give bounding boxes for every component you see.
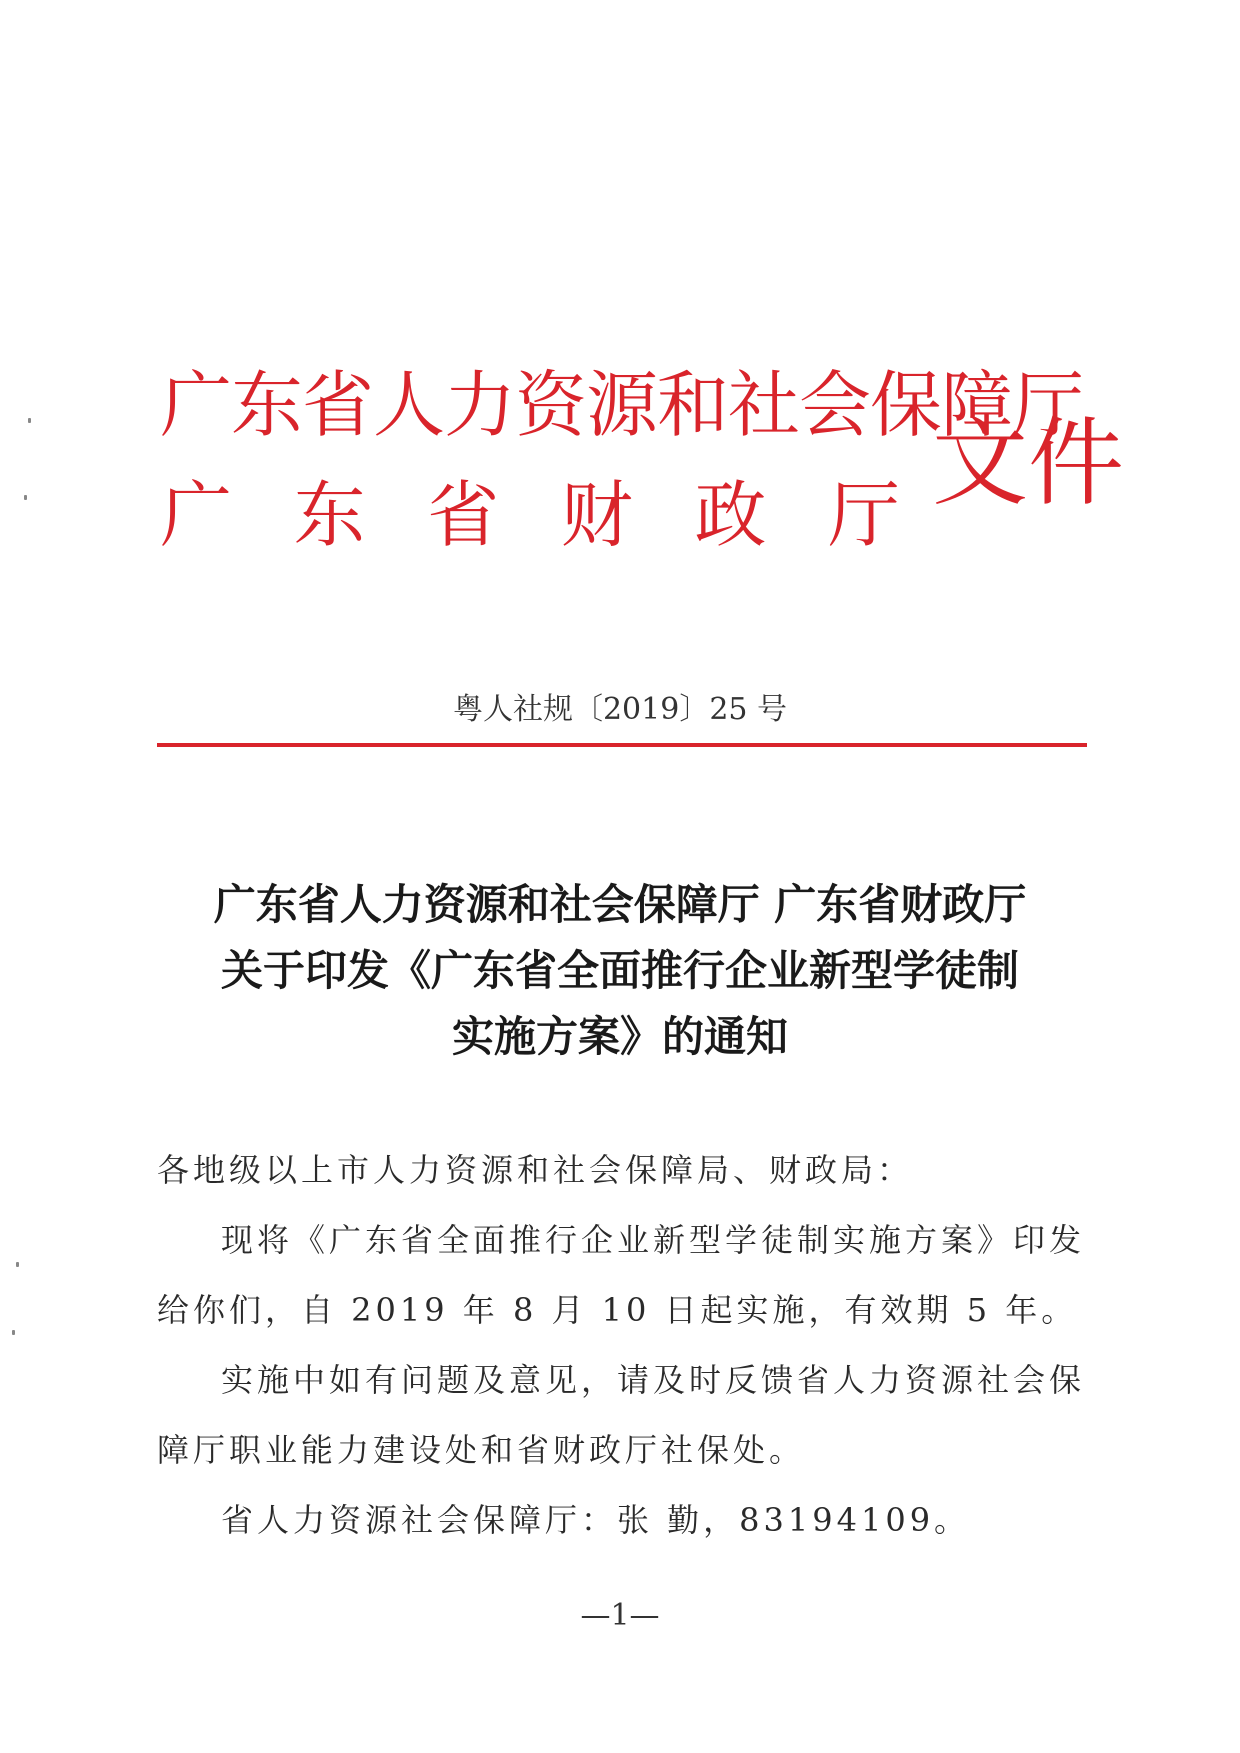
scan-mark bbox=[24, 495, 27, 500]
title-line: 关于印发《广东省全面推行企业新型学徒制 bbox=[220, 946, 1019, 995]
paragraph: 现将《广东省全面推行企业新型学徒制实施方案》印发给你们，自 2019 年 8 月 10 日起实施，有效期 5 年。 bbox=[157, 1221, 1086, 1329]
masthead-issuer-2 bbox=[160, 470, 900, 560]
paragraph: 实施中如有问题及意见，请及时反馈省人力资源社会保障厅职业能力建设处和省财政厅社保处。 bbox=[157, 1361, 1086, 1469]
masthead-char: 广 bbox=[160, 473, 233, 557]
document-body bbox=[157, 1135, 1087, 1555]
masthead-char: 政 bbox=[694, 473, 767, 557]
masthead-char: 厅 bbox=[827, 473, 900, 557]
masthead-char: 东 bbox=[293, 473, 366, 557]
scan-mark bbox=[16, 1262, 19, 1267]
page-number: —1— bbox=[580, 1598, 660, 1633]
document-number: 粤人社规〔2019〕25 号 bbox=[452, 692, 788, 727]
title-line: 实施方案》的通知 bbox=[451, 1012, 788, 1061]
document-title bbox=[0, 872, 1240, 1070]
title-line: 广东省人力资源和社会保障厅 广东省财政厅 bbox=[213, 880, 1027, 929]
salutation: 各地级以上市人力资源和社会保障局、财政局： bbox=[157, 1151, 914, 1189]
contact-paragraph: 省人力资源社会保障厅：张 勤，83194109。 bbox=[221, 1501, 971, 1539]
masthead-char: 省 bbox=[427, 473, 500, 557]
scan-mark bbox=[28, 418, 31, 423]
masthead-char: 财 bbox=[560, 473, 633, 557]
masthead-issuer-1: 广东省人力资源和社会保障厅 bbox=[160, 363, 1084, 447]
scan-mark bbox=[12, 1330, 15, 1335]
red-divider bbox=[157, 743, 1087, 747]
masthead-suffix: 文件 bbox=[932, 407, 1124, 519]
